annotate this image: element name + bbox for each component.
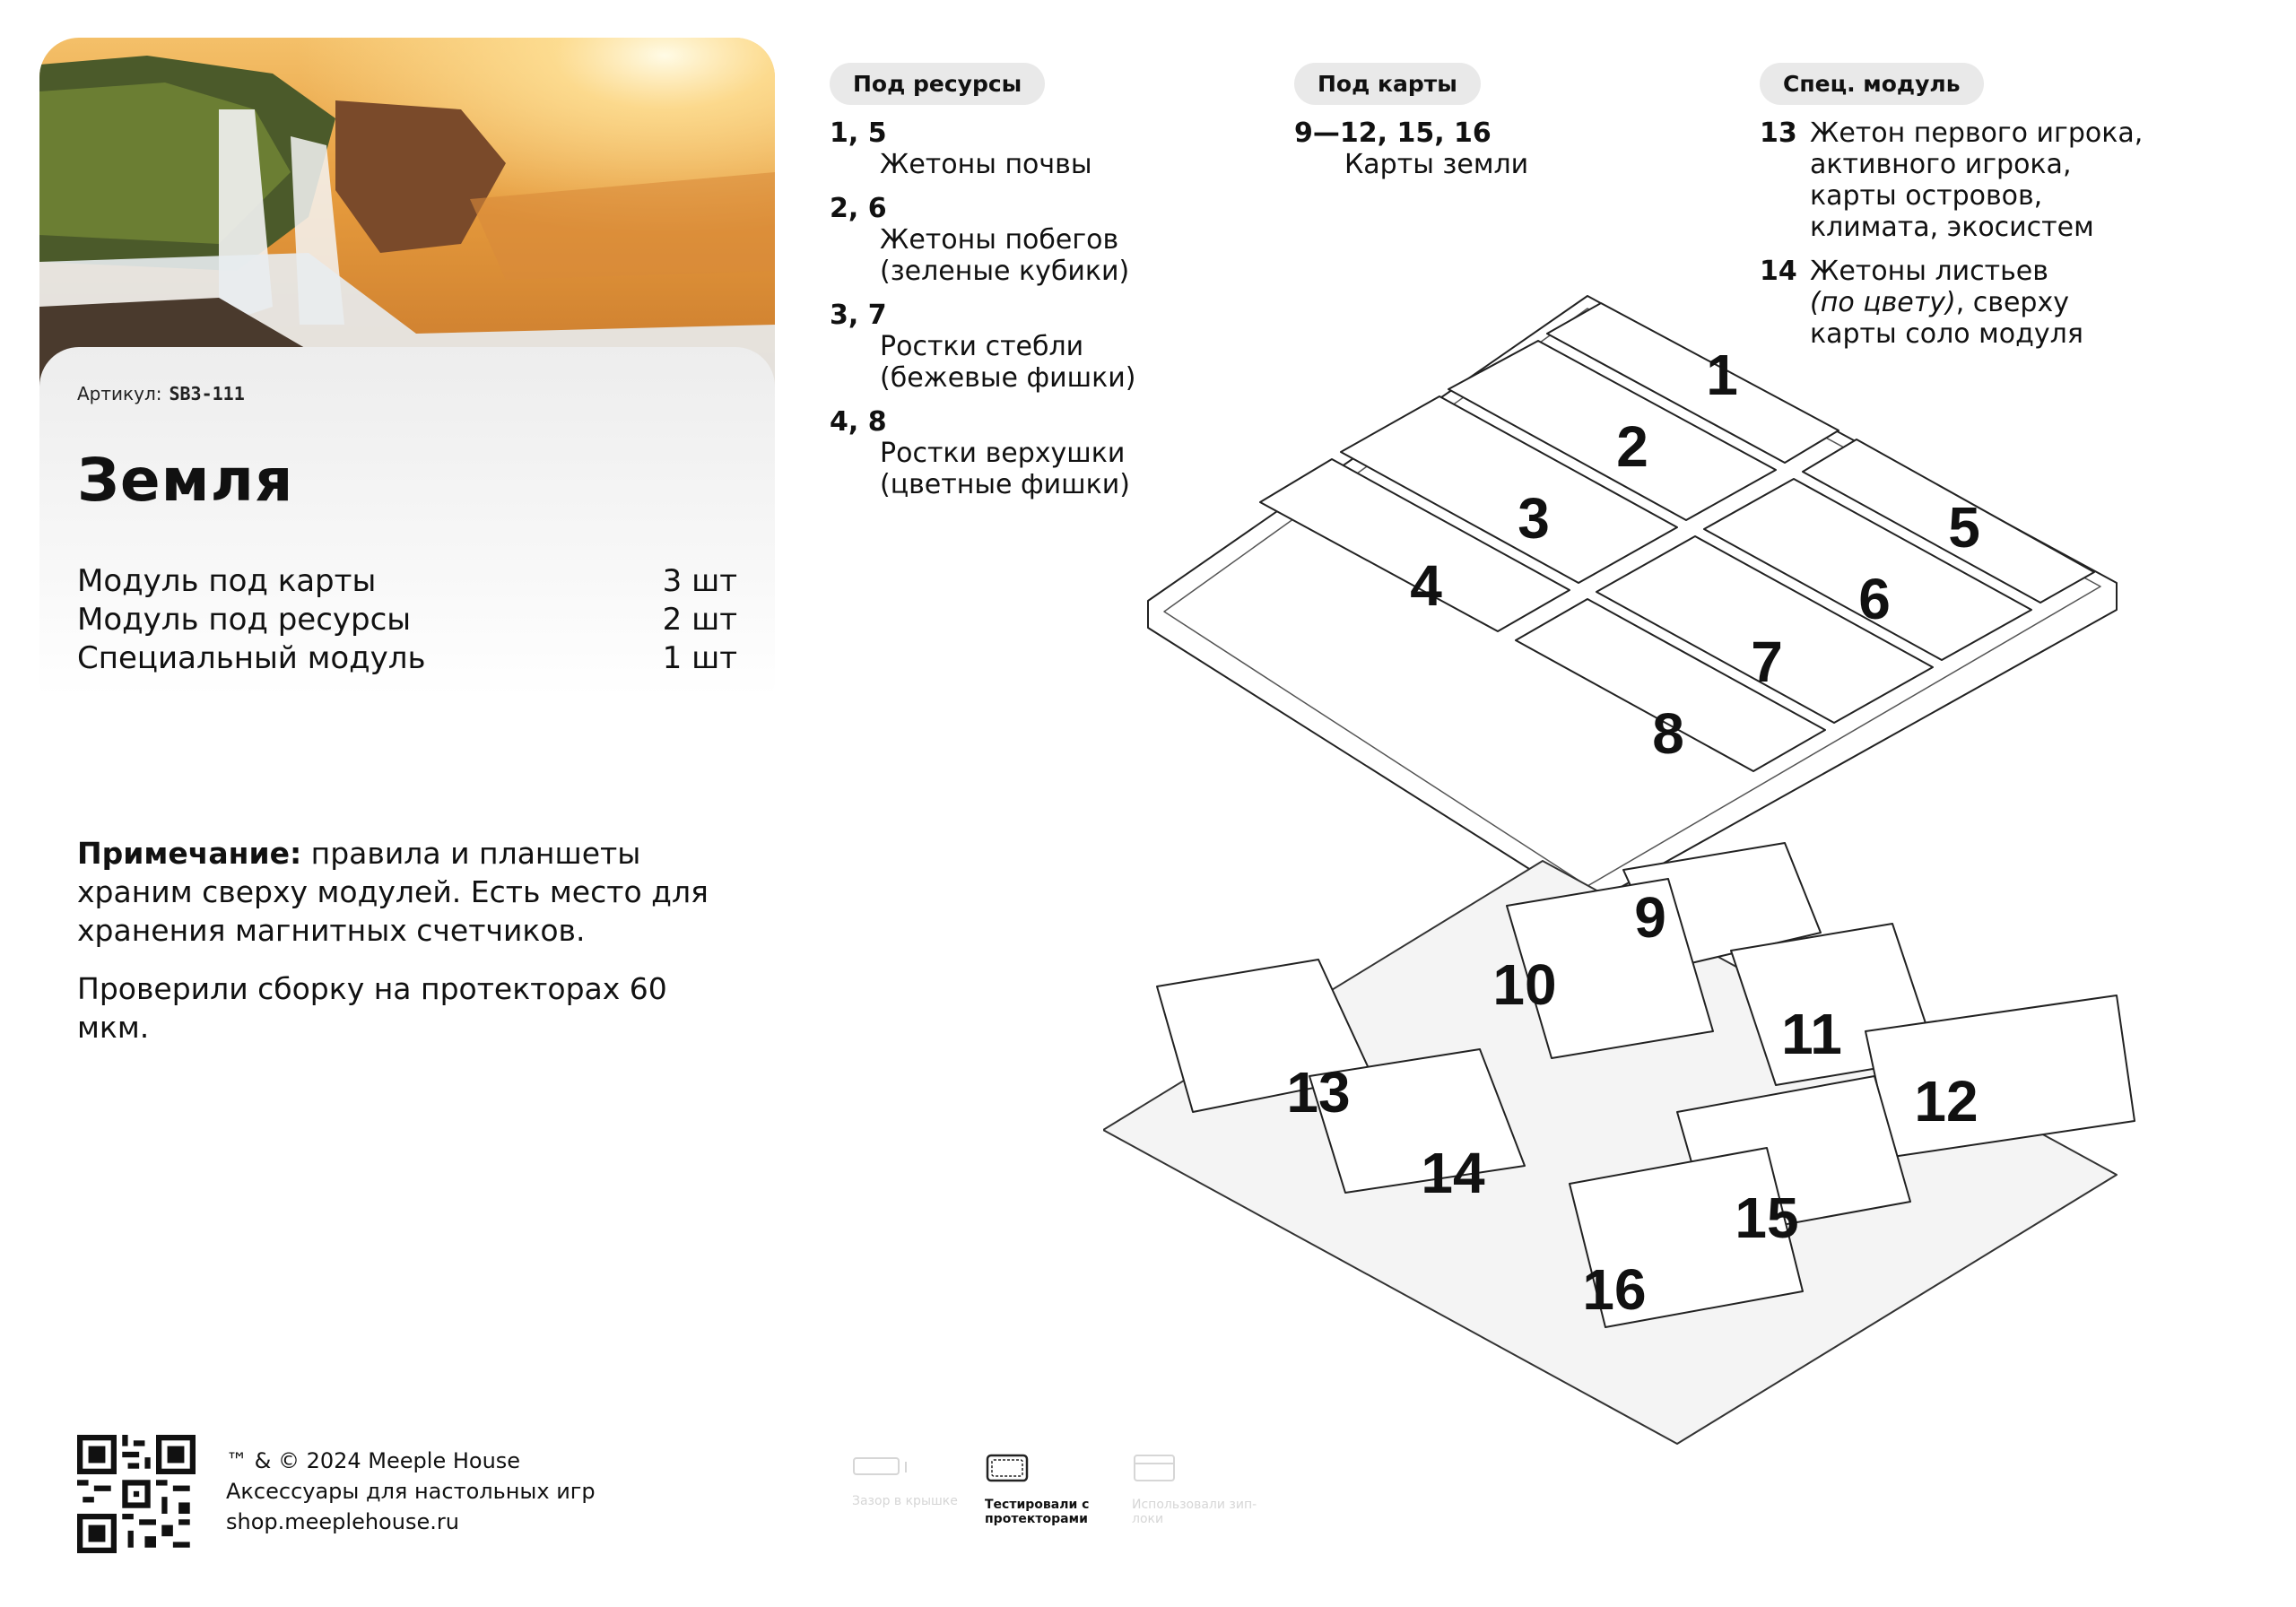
badge-sleeves bbox=[985, 1453, 1110, 1526]
label-3: 3 bbox=[1518, 486, 1550, 551]
label-15: 15 bbox=[1735, 1186, 1799, 1250]
label-2: 2 bbox=[1616, 414, 1648, 479]
legend-cards bbox=[1294, 63, 1635, 180]
module-qty: 1 шт bbox=[662, 640, 737, 676]
label-4: 4 bbox=[1410, 553, 1442, 618]
chip-resources: Под ресурсы bbox=[830, 63, 1045, 105]
label-9: 9 bbox=[1634, 885, 1666, 950]
module-qty: 2 шт bbox=[662, 602, 737, 638]
entry-desc: Жетоны побегов (зеленые кубики) bbox=[880, 224, 1130, 287]
entry-desc-italic: (по цвету) bbox=[1810, 287, 1956, 318]
shop-link[interactable]: shop.meeplehouse.ru bbox=[226, 1509, 459, 1534]
badge-label: Тестировали с протекторами bbox=[985, 1498, 1090, 1526]
label-11: 11 bbox=[1781, 1002, 1842, 1066]
chip-special: Спец. модуль bbox=[1760, 63, 1984, 105]
module-name: Специальный модуль bbox=[77, 640, 426, 676]
label-12: 12 bbox=[1914, 1069, 1979, 1134]
legend-entry bbox=[1760, 117, 2163, 243]
module-row bbox=[77, 601, 737, 639]
card-info-panel bbox=[39, 347, 775, 719]
module-list bbox=[77, 562, 737, 678]
legend-entry bbox=[830, 193, 1188, 287]
sku bbox=[77, 383, 245, 404]
tagline: Аксессуары для настольных игр bbox=[226, 1479, 596, 1504]
module-row bbox=[77, 562, 737, 601]
module-qty: 3 шт bbox=[662, 563, 737, 599]
entry-desc: Карты земли bbox=[1344, 149, 1529, 180]
footer-text bbox=[226, 1446, 596, 1537]
entry-num: 1, 5 bbox=[830, 117, 887, 149]
entry-desc: Ростки стебли (бежевые фишки) bbox=[880, 331, 1136, 394]
badge-lid-gap bbox=[852, 1453, 978, 1508]
label-10: 10 bbox=[1492, 952, 1557, 1017]
ziplock-bag-icon bbox=[1132, 1453, 1177, 1483]
legend-entry bbox=[830, 117, 1188, 180]
label-8: 8 bbox=[1652, 701, 1684, 766]
qr-code-icon[interactable] bbox=[77, 1435, 196, 1553]
module-name: Модуль под ресурсы bbox=[77, 602, 412, 638]
badge-ziplock bbox=[1132, 1453, 1257, 1526]
label-6: 6 bbox=[1858, 567, 1891, 631]
label-5: 5 bbox=[1948, 495, 1980, 560]
note-paragraph bbox=[77, 834, 723, 950]
module-row bbox=[77, 639, 737, 678]
entry-desc: Ростки верхушки (цветные фишки) bbox=[880, 438, 1130, 500]
badge-label: Использовали зип-локи bbox=[1132, 1498, 1257, 1526]
product-title: Земля bbox=[77, 446, 294, 515]
entry-num: 4, 8 bbox=[830, 406, 887, 438]
entry-num: 14 bbox=[1760, 256, 1797, 287]
label-1: 1 bbox=[1706, 343, 1738, 407]
entry-num: 9—12, 15, 16 bbox=[1294, 117, 1492, 149]
entry-desc: Жетоны почвы bbox=[880, 149, 1092, 180]
sleeved-card-icon bbox=[985, 1453, 1030, 1483]
label-14: 14 bbox=[1421, 1141, 1485, 1205]
copyright: ™ & © 2024 Meeple House bbox=[226, 1448, 521, 1473]
sku-label: Артикул: bbox=[77, 383, 162, 404]
entry-num: 2, 6 bbox=[830, 193, 887, 224]
label-13: 13 bbox=[1286, 1060, 1351, 1125]
entry-num: 3, 7 bbox=[830, 300, 887, 331]
label-7: 7 bbox=[1751, 630, 1783, 694]
badge-label: Зазор в крышке bbox=[852, 1494, 958, 1508]
entry-num: 13 bbox=[1760, 117, 1797, 149]
note-text: правила и планшеты храним сверху модулей. Есть место для хранения магнитных счетчиков. bbox=[77, 836, 709, 948]
module-name: Модуль под карты bbox=[77, 563, 377, 599]
product-card bbox=[39, 38, 775, 719]
chip-cards: Под карты bbox=[1294, 63, 1481, 105]
entry-desc: Жетон первого игрока, активного игрока, карты островов, климата, экосистем bbox=[1810, 117, 2144, 243]
label-16: 16 bbox=[1582, 1257, 1647, 1322]
note-block bbox=[77, 834, 723, 1066]
waterfall-photo bbox=[39, 38, 775, 396]
lid-gap-icon bbox=[852, 1453, 915, 1480]
entry-desc-post: , сверху карты соло модуля bbox=[1810, 287, 2083, 350]
entry-desc-pre: Жетоны листьев bbox=[1810, 256, 2048, 287]
note-text-2: Проверили сборку на протекторах 60 мкм. bbox=[77, 971, 667, 1045]
note-label: Примечание: bbox=[77, 836, 302, 871]
sku-value: SB3-111 bbox=[169, 383, 245, 404]
legend-entry bbox=[1294, 117, 1635, 180]
organizer-diagram bbox=[1103, 287, 2161, 1542]
